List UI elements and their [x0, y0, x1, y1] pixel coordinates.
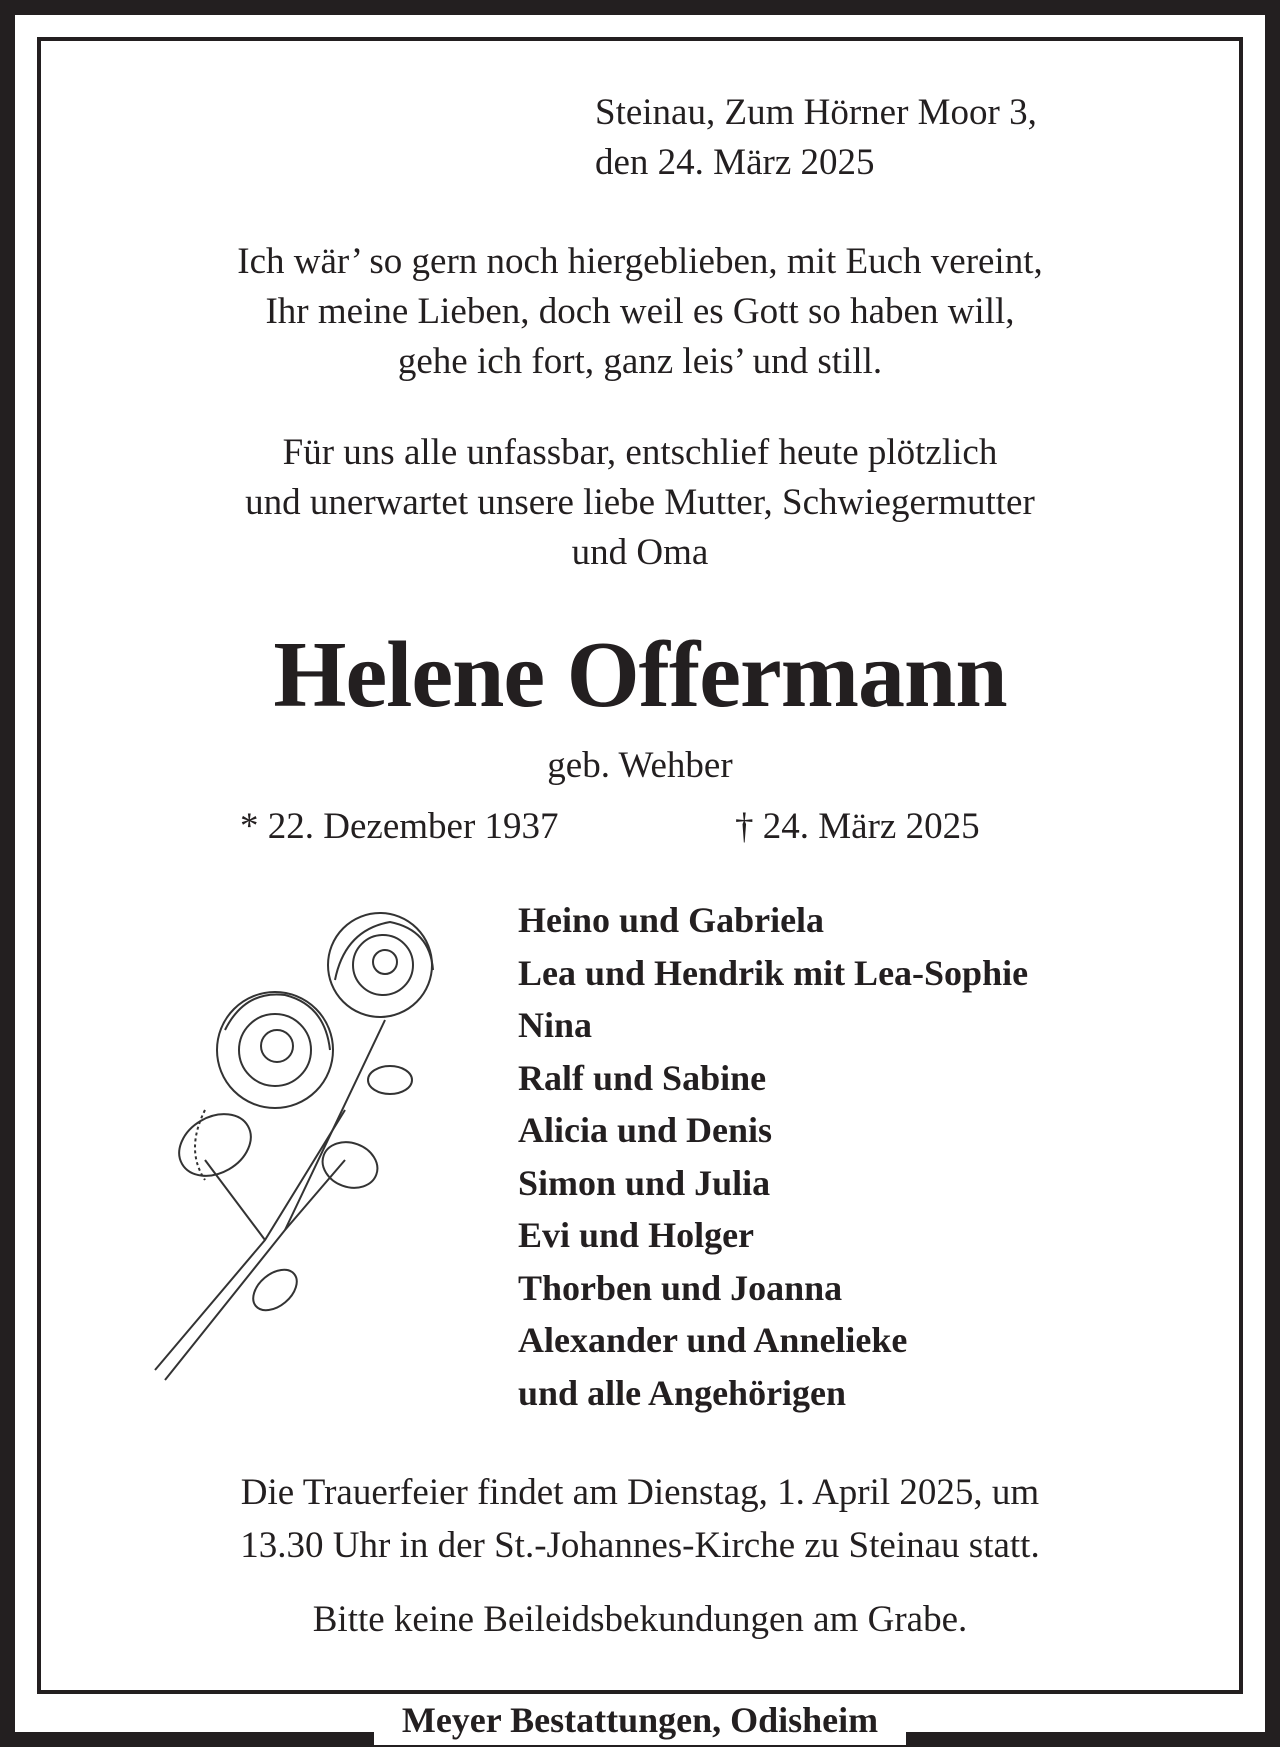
funeral-home-footer — [0, 1695, 1280, 1745]
mourner: Ralf und Sabine — [518, 1057, 767, 1098]
rose-illustration — [145, 910, 465, 1390]
mourner: Alexander und Annelieke — [518, 1320, 908, 1360]
intro-line: Für uns alle unfassbar, entschlief heute plötzlich — [282, 432, 998, 473]
condolence-note: Bitte keine Beileidsbekundungen am Grabe. — [312, 1599, 968, 1640]
poem-line: Ich wär’ so gern noch hiergeblieben, mit Euch vereint, — [237, 241, 1043, 282]
mourner: Alicia und Denis — [518, 1110, 773, 1150]
mourner: und alle Angehörigen — [518, 1372, 847, 1413]
mourner: Simon und Julia — [518, 1162, 771, 1203]
mourner: Nina — [518, 1005, 593, 1045]
date-line: den 24. März 2025 — [595, 142, 875, 183]
birth-date: * 22. Dezember 1937 — [240, 806, 559, 847]
funeral-info — [0, 1466, 1280, 1572]
intro-text — [0, 428, 1280, 578]
maiden-name: geb. Wehber — [547, 745, 733, 786]
poem — [0, 237, 1280, 387]
mourner: Thorben und Joanna — [518, 1267, 843, 1308]
address-block — [595, 88, 1037, 188]
intro-line: und unerwartet unsere liebe Mutter, Schwiegermutter — [245, 482, 1035, 523]
address-line: Steinau, Zum Hörner Moor 3, — [595, 92, 1037, 133]
funeral-home-name: Meyer Bestattungen, Odisheim — [374, 1695, 906, 1745]
funeral-line: Die Trauerfeier findet am Dienstag, 1. April 2025, um — [240, 1472, 1040, 1513]
mourner: Heino und Gabriela — [518, 900, 825, 940]
poem-line: gehe ich fort, ganz leis’ und still. — [397, 341, 883, 382]
deceased-name: Helene Offermann — [273, 623, 1007, 727]
mourners-list — [518, 894, 1028, 1419]
poem-line: Ihr meine Lieben, doch weil es Gott so haben will, — [265, 291, 1015, 332]
mourner: Lea und Hendrik mit Lea-Sophie — [518, 952, 1029, 993]
death-date: † 24. März 2025 — [735, 806, 980, 847]
funeral-line: 13.30 Uhr in der St.-Johannes-Kirche zu Steinau statt. — [240, 1525, 1040, 1566]
intro-line: und Oma — [571, 532, 709, 573]
mourner: Evi und Holger — [518, 1215, 755, 1255]
